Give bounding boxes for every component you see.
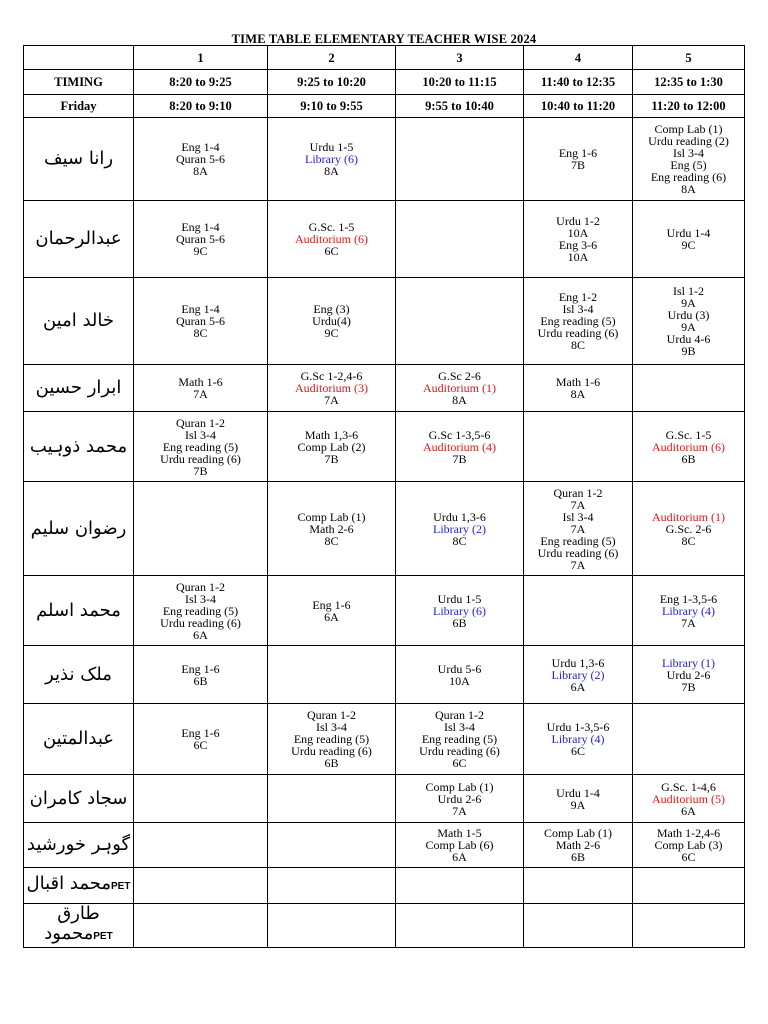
time-slot: 11:40 to 12:35: [524, 70, 633, 95]
period-cell: [633, 482, 745, 576]
teacher-name-text: خالد امین: [42, 310, 115, 331]
cell-line: Eng reading (5): [293, 732, 370, 746]
cell-line: 7B: [681, 679, 696, 694]
cell-line: 7A: [452, 803, 467, 818]
teacher-row: [24, 118, 745, 201]
period-cell: [633, 775, 745, 823]
period-cell: [396, 365, 524, 412]
time-slot: 11:20 to 12:00: [633, 95, 745, 118]
cell-line: Isl 3-4: [316, 720, 347, 734]
cell-line: 7A: [570, 497, 586, 512]
cell-line: Urdu 2-6: [666, 667, 711, 682]
cell-line: Quran 1-2: [553, 485, 603, 500]
cell-line: 10A: [449, 673, 470, 688]
time-slot: 10:40 to 11:20: [524, 95, 633, 118]
column-header: 1: [134, 46, 268, 70]
friday-row: [24, 95, 745, 118]
teacher-row: [24, 704, 745, 775]
period-cell: [268, 201, 396, 278]
teacher-row: [24, 482, 745, 576]
header-row: [24, 46, 745, 70]
cell-line: Urdu reading (6): [537, 326, 619, 340]
teacher-name: [24, 775, 134, 823]
corner-cell: [24, 46, 134, 70]
cell-line: 7A: [570, 521, 586, 536]
cell-line: Urdu 1-3,5-6: [546, 720, 610, 734]
period-cell: [134, 278, 268, 365]
cell-line: Quran 1-2: [307, 708, 356, 722]
period-cell: [396, 646, 524, 704]
cell-line: Isl 3-4: [562, 302, 594, 316]
teacher-name: [24, 412, 134, 482]
teacher-name-text: محمد اقبال: [26, 873, 111, 894]
period-cell: [396, 775, 524, 823]
period-cell: [633, 118, 745, 201]
cell-line: 6A: [193, 627, 208, 642]
teacher-name: [24, 904, 134, 948]
teacher-name-text: رضوان سلیم: [30, 517, 127, 539]
cell-line: Eng reading (6): [650, 170, 727, 184]
cell-line: Eng 1-6: [558, 146, 598, 160]
time-slot: 8:20 to 9:10: [134, 95, 268, 118]
period-cell: [134, 646, 268, 704]
cell-line: 6B: [570, 850, 585, 864]
teacher-name-text: عبدالمتین: [42, 728, 115, 749]
cell-line: Urdu (3): [667, 308, 710, 322]
cell-line: Urdu 1-5: [437, 591, 482, 606]
cell-line: 7B: [324, 451, 339, 466]
teacher-row: [24, 412, 745, 482]
cell-line: 7A: [193, 387, 208, 401]
teacher-name: [24, 118, 134, 201]
period-cell: [633, 646, 745, 704]
cell-line: Math 1-6: [555, 375, 601, 389]
teacher-row: [24, 775, 745, 823]
cell-line: G.Sc 2-6: [438, 369, 481, 383]
teacher-name: [24, 646, 134, 704]
cell-line: Eng reading (5): [540, 314, 616, 328]
cell-line: Math 2-6: [309, 521, 354, 536]
period-cell: [524, 823, 633, 868]
cell-line: Urdu 1-4: [666, 226, 711, 240]
period-cell: [268, 646, 396, 704]
teacher-row: [24, 823, 745, 868]
cell-line: Urdu reading (6): [291, 744, 372, 758]
cell-line: Eng 1-6: [181, 726, 220, 740]
period-cell: [268, 118, 396, 201]
period-cell: [268, 412, 396, 482]
cell-line: 6C: [570, 744, 585, 758]
period-cell: [396, 868, 524, 904]
teacher-name-text: ابرار حسین: [35, 377, 122, 398]
cell-line: Library (2): [551, 667, 605, 682]
cell-line: Eng 1-3,5-6: [659, 591, 718, 606]
period-cell: [524, 646, 633, 704]
period-cell: [134, 365, 268, 412]
cell-line: G.Sc. 1-5: [308, 220, 355, 234]
cell-line: Quran 5-6: [176, 232, 225, 246]
cell-line: Urdu reading (6): [160, 615, 241, 630]
cell-line: 10A: [567, 250, 589, 264]
period-cell: [633, 365, 745, 412]
cell-line: Math 1-6: [178, 375, 223, 389]
cell-line: Quran 5-6: [176, 152, 225, 166]
teacher-name-text: ملک نذیر: [45, 663, 112, 685]
period-cell: [524, 201, 633, 278]
cell-line: 6C: [324, 244, 339, 258]
cell-line: Library (4): [551, 732, 605, 746]
period-cell: [524, 482, 633, 576]
period-cell: [268, 823, 396, 868]
teacher-row: [24, 904, 745, 948]
cell-line: 8A: [193, 164, 208, 178]
pet-tag: PET: [93, 931, 113, 942]
cell-line: Eng reading (5): [421, 732, 498, 746]
cell-line: Comp Lab (1): [544, 826, 612, 840]
cell-line: Math 1-2,4-6: [656, 826, 721, 840]
cell-line: 7B: [570, 158, 585, 172]
timetable: [23, 45, 745, 948]
cell-line: Urdu 2-6: [437, 791, 482, 806]
period-cell: [396, 576, 524, 646]
cell-line: 9C: [681, 238, 696, 252]
teacher-name-text: رانا سیف: [43, 148, 114, 169]
period-cell: [396, 118, 524, 201]
cell-line: 7A: [324, 393, 339, 407]
teacher-name: [24, 278, 134, 365]
cell-line: Math 1-5: [437, 826, 482, 840]
teacher-name-text: محمد ذوہیب: [29, 435, 128, 457]
cell-line: 6A: [681, 803, 696, 818]
cell-line: Eng 1-6: [181, 661, 220, 676]
cell-line: Library (6): [305, 152, 358, 166]
period-cell: [268, 576, 396, 646]
cell-line: 6B: [681, 451, 696, 466]
period-cell: [268, 904, 396, 948]
period-cell: [524, 775, 633, 823]
cell-line: 6A: [324, 609, 339, 624]
period-cell: [633, 868, 745, 904]
cell-line: Urdu reading (6): [537, 545, 619, 560]
cell-line: 6C: [681, 850, 696, 864]
cell-line: Isl 3-4: [185, 427, 216, 442]
cell-line: Eng (3): [313, 302, 350, 316]
cell-line: G.Sc 1-3,5-6: [428, 427, 491, 442]
period-cell: [396, 823, 524, 868]
cell-line: Isl 3-4: [562, 509, 594, 524]
time-slot: 10:20 to 11:15: [396, 70, 524, 95]
cell-line: Urdu reading (2): [648, 134, 729, 148]
cell-line: Comp Lab (1): [654, 122, 723, 136]
cell-line: Auditorium (1): [423, 381, 496, 395]
page-title: TIME TABLE ELEMENTARY TEACHER WISE 2024: [231, 32, 537, 46]
cell-line: 6A: [570, 679, 586, 694]
cell-line: Quran 1-2: [176, 415, 225, 430]
cell-line: Urdu reading (6): [160, 451, 241, 466]
column-header: 2: [268, 46, 396, 70]
cell-line: Urdu 1,3-6: [433, 509, 486, 524]
cell-line: Quran 1-2: [176, 579, 225, 594]
cell-line: G.Sc 1-2,4-6: [300, 369, 363, 383]
cell-line: Urdu 5-6: [437, 661, 482, 676]
cell-line: Comp Lab (2): [297, 439, 366, 454]
column-header: 4: [524, 46, 633, 70]
cell-line: Eng 1-4: [181, 220, 220, 234]
period-cell: [633, 576, 745, 646]
cell-line: 6B: [452, 615, 467, 630]
teacher-name: [24, 576, 134, 646]
cell-line: Eng 1-2: [558, 290, 598, 304]
period-cell: [396, 704, 524, 775]
cell-line: Urdu 1-2: [556, 214, 600, 228]
cell-line: 10A: [567, 226, 589, 240]
cell-line: G.Sc. 1-5: [665, 427, 712, 442]
period-cell: [633, 704, 745, 775]
cell-line: 9C: [324, 326, 339, 340]
time-slot: 12:35 to 1:30: [633, 70, 745, 95]
period-cell: [524, 904, 633, 948]
period-cell: [524, 118, 633, 201]
cell-line: 8C: [193, 326, 208, 340]
cell-line: 9B: [681, 344, 696, 358]
cell-line: Comp Lab (1): [297, 509, 366, 524]
cell-line: Comp Lab (6): [425, 838, 494, 852]
cell-line: 7A: [570, 557, 586, 572]
cell-line: 7A: [681, 615, 696, 630]
period-cell: [134, 823, 268, 868]
teacher-name-text: سجاد کامران: [29, 787, 128, 809]
teacher-name: [24, 868, 134, 904]
cell-line: 9A: [681, 296, 696, 310]
period-cell: [134, 775, 268, 823]
period-cell: [396, 278, 524, 365]
period-cell: [524, 576, 633, 646]
cell-line: 8A: [324, 164, 339, 178]
cell-line: Math 2-6: [555, 838, 601, 852]
cell-line: Math 1,3-6: [304, 427, 359, 442]
cell-line: Comp Lab (3): [654, 838, 723, 852]
teacher-row: [24, 868, 745, 904]
cell-line: Eng 1-4: [181, 302, 220, 316]
cell-line: Auditorium (1): [652, 509, 725, 524]
period-cell: [633, 823, 745, 868]
cell-line: Library (6): [433, 603, 486, 618]
period-cell: [268, 278, 396, 365]
cell-line: Urdu 1,3-6: [551, 655, 605, 670]
period-cell: [524, 868, 633, 904]
teacher-row: [24, 365, 745, 412]
cell-line: Urdu(4): [312, 314, 351, 328]
column-header: 3: [396, 46, 524, 70]
teacher-row: [24, 576, 745, 646]
cell-line: 9A: [570, 797, 586, 812]
period-cell: [524, 278, 633, 365]
cell-line: G.Sc. 1-4,6: [661, 779, 716, 794]
teacher-name: [24, 201, 134, 278]
cell-line: Isl 3-4: [444, 720, 475, 734]
period-cell: [134, 904, 268, 948]
teacher-name: [24, 482, 134, 576]
cell-line: 9C: [193, 244, 208, 258]
cell-line: Auditorium (4): [423, 439, 496, 454]
period-cell: [134, 412, 268, 482]
period-cell: [268, 704, 396, 775]
period-cell: [134, 118, 268, 201]
period-cell: [396, 482, 524, 576]
period-cell: [134, 868, 268, 904]
cell-line: Urdu reading (6): [419, 744, 500, 758]
cell-line: Auditorium (6): [652, 439, 725, 454]
period-cell: [268, 868, 396, 904]
cell-line: Comp Lab (1): [425, 779, 494, 794]
cell-line: Isl 3-4: [673, 146, 704, 160]
period-cell: [268, 775, 396, 823]
timing-row: [24, 70, 745, 95]
cell-line: 6B: [324, 756, 339, 770]
cell-line: Eng reading (5): [162, 603, 239, 618]
teacher-name: [24, 365, 134, 412]
period-cell: [524, 365, 633, 412]
cell-line: 8C: [452, 533, 467, 548]
period-cell: [396, 904, 524, 948]
cell-line: 6C: [193, 738, 208, 752]
timing-label: TIMING: [24, 70, 134, 95]
cell-line: 8A: [681, 182, 696, 196]
period-cell: [134, 482, 268, 576]
cell-line: 6C: [452, 756, 467, 770]
cell-line: 9A: [681, 320, 696, 334]
cell-line: Auditorium (5): [652, 791, 725, 806]
friday-label: Friday: [24, 95, 134, 118]
cell-line: Auditorium (6): [295, 232, 368, 246]
period-cell: [396, 201, 524, 278]
cell-line: Urdu 4-6: [666, 332, 711, 346]
cell-line: Urdu 1-5: [309, 140, 354, 154]
cell-line: 8A: [570, 387, 586, 401]
cell-line: Library (1): [662, 655, 715, 670]
cell-line: 8C: [570, 338, 585, 352]
cell-line: Auditorium (3): [295, 381, 368, 395]
cell-line: Quran 1-2: [435, 708, 484, 722]
period-cell: [633, 904, 745, 948]
cell-line: 7B: [452, 451, 467, 466]
time-slot: 9:10 to 9:55: [268, 95, 396, 118]
cell-line: G.Sc. 2-6: [665, 521, 712, 536]
cell-line: Isl 1-2: [673, 284, 704, 298]
teacher-row: [24, 646, 745, 704]
cell-line: Isl 3-4: [185, 591, 216, 606]
time-slot: 9:25 to 10:20: [268, 70, 396, 95]
cell-line: 6B: [193, 673, 208, 688]
teacher-row: [24, 278, 745, 365]
period-cell: [633, 412, 745, 482]
time-slot: 9:55 to 10:40: [396, 95, 524, 118]
period-cell: [134, 576, 268, 646]
period-cell: [524, 704, 633, 775]
cell-line: Eng reading (5): [540, 533, 616, 548]
teacher-name: [24, 704, 134, 775]
period-cell: [268, 365, 396, 412]
cell-line: Library (2): [433, 521, 486, 536]
period-cell: [134, 704, 268, 775]
teacher-name-text: محمد اسلم: [36, 599, 121, 621]
cell-line: Quran 5-6: [176, 314, 225, 328]
teacher-name-text: عبدالرحمان: [35, 228, 122, 249]
cell-line: Eng reading (5): [162, 439, 239, 454]
cell-line: 8A: [452, 393, 467, 407]
cell-line: Eng (5): [670, 158, 707, 172]
period-cell: [633, 201, 745, 278]
column-header: 5: [633, 46, 745, 70]
cell-line: Urdu 1-4: [556, 785, 600, 800]
teacher-name: [24, 823, 134, 868]
period-cell: [524, 412, 633, 482]
period-cell: [268, 482, 396, 576]
cell-line: 8C: [681, 533, 696, 548]
cell-line: 8C: [324, 533, 339, 548]
teacher-name-text: گوہر خورشید: [26, 834, 131, 855]
cell-line: Eng 1-6: [312, 597, 351, 612]
time-slot: 8:20 to 9:25: [134, 70, 268, 95]
cell-line: Library (4): [662, 603, 715, 618]
cell-line: Eng 1-4: [181, 140, 220, 154]
cell-line: 7B: [193, 463, 208, 478]
cell-line: Eng 3-6: [558, 238, 598, 252]
period-cell: [633, 278, 745, 365]
pet-tag: PET: [110, 881, 131, 892]
teacher-row: [24, 201, 745, 278]
teacher-name-text: طارق محمود: [44, 903, 100, 944]
cell-line: 6A: [452, 850, 467, 864]
period-cell: [134, 201, 268, 278]
period-cell: [396, 412, 524, 482]
